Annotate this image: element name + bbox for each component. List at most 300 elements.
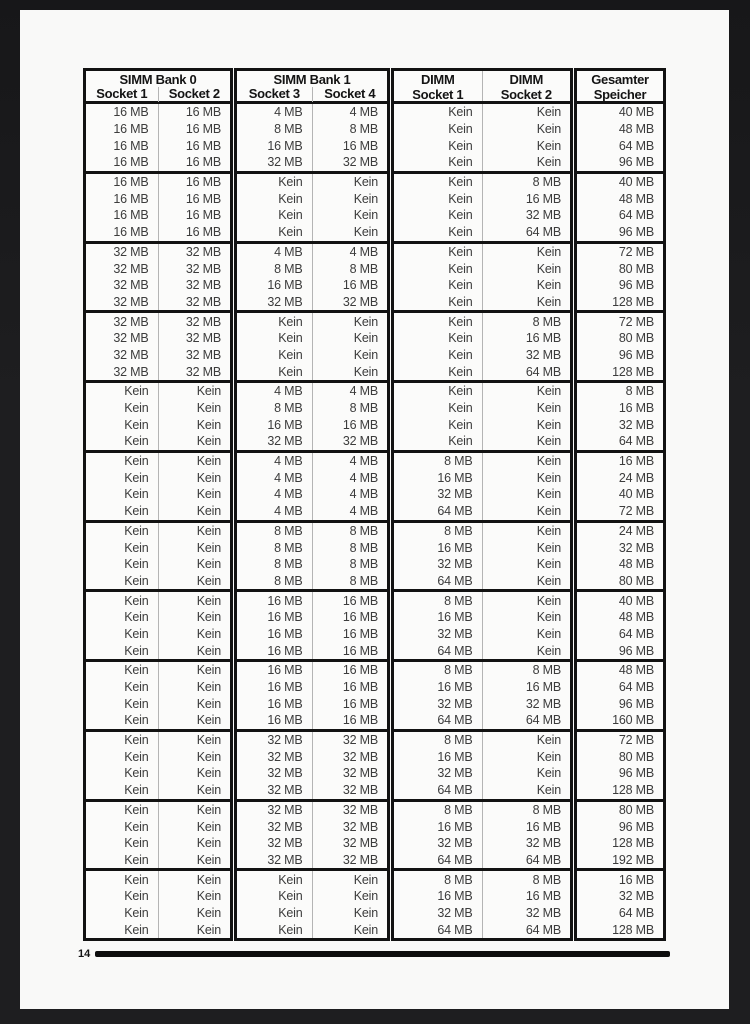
row-group <box>394 380 570 450</box>
table-cell: Kein <box>124 417 149 432</box>
row-group <box>577 450 663 520</box>
table-cell: 16 MB <box>267 626 303 641</box>
table-row <box>237 802 387 819</box>
table-row <box>86 905 230 922</box>
table-header <box>86 71 230 104</box>
table-cell: 8 MB <box>274 401 303 416</box>
document-page <box>20 10 729 1009</box>
table-row <box>577 190 663 207</box>
table-row <box>394 662 570 679</box>
table-cell: Kein <box>158 556 231 573</box>
row-group <box>394 868 570 938</box>
table-cell: Kein <box>158 469 231 486</box>
table-row <box>237 835 387 852</box>
table-cell: Kein <box>278 922 303 937</box>
column-group-simm-bank-1 <box>234 68 390 941</box>
table-row <box>577 626 663 643</box>
table-cell: 8 MB <box>274 261 303 276</box>
table-cell: 96 MB <box>618 766 654 781</box>
table-row <box>237 174 387 191</box>
table-cell: Kein <box>482 626 571 643</box>
table-row <box>577 748 663 765</box>
table-cell: Kein <box>124 680 149 695</box>
table-cell: 16 MB <box>618 872 654 887</box>
table-row <box>86 712 230 729</box>
table-cell: 16 MB <box>158 154 231 171</box>
table-cell: Kein <box>312 330 388 347</box>
table-header <box>237 71 387 104</box>
table-row <box>394 260 570 277</box>
table-cell: 64 MB <box>482 363 571 380</box>
column-header: Socket 4 <box>312 87 388 102</box>
table-cell: 32 MB <box>267 155 303 170</box>
table-cell: Kein <box>124 454 149 469</box>
table-cell: 32 MB <box>113 347 149 362</box>
table-cell: 64 MB <box>437 504 473 519</box>
row-group <box>86 104 230 171</box>
table-cell: 80 MB <box>618 573 654 588</box>
table-row <box>237 871 387 888</box>
table-cell: Kein <box>482 782 571 799</box>
table-cell: Kein <box>482 433 571 450</box>
table-cell: 64 MB <box>437 713 473 728</box>
table-cell: Kein <box>278 889 303 904</box>
table-cell: Kein <box>482 154 571 171</box>
table-cell: 32 MB <box>437 487 473 502</box>
table-row <box>237 626 387 643</box>
table-row <box>86 609 230 626</box>
table-row <box>86 835 230 852</box>
table-cell: 32 MB <box>482 207 571 224</box>
table-row <box>577 765 663 782</box>
table-cell: 96 MB <box>618 696 654 711</box>
table-cell: Kein <box>124 523 149 538</box>
table-cell: 128 MB <box>612 783 654 798</box>
column-header <box>394 71 482 101</box>
table-cell: 16 MB <box>437 889 473 904</box>
table-row <box>86 642 230 659</box>
table-row <box>86 347 230 364</box>
table-row <box>394 416 570 433</box>
row-group <box>86 659 230 729</box>
table-row <box>394 556 570 573</box>
table-cell: Kein <box>124 610 149 625</box>
table-cell: 4 MB <box>312 486 388 503</box>
table-row <box>237 539 387 556</box>
table-cell: Kein <box>448 384 473 399</box>
table-cell: Kein <box>482 137 571 154</box>
table-cell: 72 MB <box>618 733 654 748</box>
table-cell: Kein <box>124 434 149 449</box>
table-cell: 64 MB <box>618 138 654 153</box>
table-row <box>237 765 387 782</box>
table-row <box>394 679 570 696</box>
table-row <box>577 573 663 590</box>
table-row <box>237 244 387 261</box>
table-cell: 8 MB <box>444 872 473 887</box>
column-header-line: DIMM <box>421 72 455 87</box>
table-cell: Kein <box>448 417 473 432</box>
row-group <box>577 799 663 869</box>
table-row <box>394 592 570 609</box>
table-row <box>86 695 230 712</box>
table-cell: 16 MB <box>267 713 303 728</box>
table-cell: Kein <box>158 573 231 590</box>
table-cell: 64 MB <box>618 208 654 223</box>
table-body <box>237 104 387 938</box>
table-cell: 96 MB <box>618 278 654 293</box>
table-row <box>237 363 387 380</box>
table-cell: 16 MB <box>437 540 473 555</box>
table-cell: 16 MB <box>113 225 149 240</box>
table-row <box>577 486 663 503</box>
table-cell: Kein <box>482 732 571 749</box>
table-row <box>86 154 230 171</box>
column-header: Socket 3 <box>248 86 300 101</box>
table-cell: 32 MB <box>158 260 231 277</box>
table-cell: 48 MB <box>618 557 654 572</box>
table-cell: 16 MB <box>158 190 231 207</box>
table-cell: 32 MB <box>437 626 473 641</box>
table-cell: Kein <box>312 888 388 905</box>
table-cell: Kein <box>448 261 473 276</box>
table-row <box>86 852 230 869</box>
table-row <box>237 905 387 922</box>
table-cell: Kein <box>158 486 231 503</box>
table-cell: 128 MB <box>612 922 654 937</box>
table-cell: Kein <box>124 504 149 519</box>
column-header: Socket 1 <box>96 86 148 101</box>
table-cell: 16 MB <box>267 663 303 678</box>
table-cell: Kein <box>482 294 571 311</box>
table-cell: Kein <box>482 609 571 626</box>
table-cell: 32 MB <box>312 732 388 749</box>
table-row <box>394 835 570 852</box>
table-cell: Kein <box>482 539 571 556</box>
row-group <box>394 450 570 520</box>
table-cell: Kein <box>124 905 149 920</box>
table-cell: 16 MB <box>482 818 571 835</box>
table-cell: 16 MB <box>267 680 303 695</box>
table-cell: Kein <box>158 642 231 659</box>
table-row <box>86 453 230 470</box>
table-cell: 4 MB <box>312 469 388 486</box>
table-cell: 16 MB <box>158 207 231 224</box>
table-cell: Kein <box>448 208 473 223</box>
table-row <box>577 556 663 573</box>
table-cell: 32 MB <box>312 154 388 171</box>
table-cell: Kein <box>448 347 473 362</box>
table-row <box>237 313 387 330</box>
table-cell: 16 MB <box>113 122 149 137</box>
table-cell: Kein <box>158 539 231 556</box>
table-cell: Kein <box>158 888 231 905</box>
table-cell: 48 MB <box>618 191 654 206</box>
table-row <box>394 207 570 224</box>
row-group <box>86 310 230 380</box>
table-cell: Kein <box>158 453 231 470</box>
table-cell: 32 MB <box>158 363 231 380</box>
table-row <box>577 523 663 540</box>
table-cell: 128 MB <box>612 294 654 309</box>
table-cell: 32 MB <box>312 818 388 835</box>
table-row <box>237 523 387 540</box>
table-cell: 4 MB <box>274 504 303 519</box>
table-cell: 64 MB <box>482 921 571 938</box>
table-cell: 16 MB <box>312 679 388 696</box>
table-row <box>237 642 387 659</box>
table-cell: 32 MB <box>158 330 231 347</box>
table-cell: 8 MB <box>312 121 388 138</box>
table-cell: 16 MB <box>312 662 388 679</box>
table-cell: Kein <box>158 802 231 819</box>
table-cell: 64 MB <box>437 922 473 937</box>
table-row <box>577 732 663 749</box>
table-row <box>577 592 663 609</box>
table-row <box>394 782 570 799</box>
table-cell: 32 MB <box>267 852 303 867</box>
table-cell: 32 MB <box>312 782 388 799</box>
row-group <box>237 104 387 171</box>
table-row <box>86 260 230 277</box>
table-row <box>237 383 387 400</box>
table-row <box>86 277 230 294</box>
table-cell: 8 MB <box>444 523 473 538</box>
table-body <box>577 104 663 938</box>
table-cell: 64 MB <box>437 852 473 867</box>
table-cell: 16 MB <box>267 417 303 432</box>
table-cell: Kein <box>312 905 388 922</box>
table-cell: Kein <box>124 872 149 887</box>
table-cell: Kein <box>482 400 571 417</box>
table-row <box>86 732 230 749</box>
row-group <box>86 171 230 241</box>
table-row <box>394 695 570 712</box>
table-row <box>577 888 663 905</box>
table-cell: 48 MB <box>618 122 654 137</box>
page-number: 14 <box>78 948 91 960</box>
group-title: SIMM Bank 1 <box>273 72 351 87</box>
row-group <box>577 380 663 450</box>
table-cell: 96 MB <box>618 225 654 240</box>
table-cell: 160 MB <box>612 713 654 728</box>
table-cell: 4 MB <box>274 244 303 259</box>
row-group <box>577 659 663 729</box>
table-cell: Kein <box>448 122 473 137</box>
table-cell: Kein <box>482 748 571 765</box>
table-cell: 8 MB <box>482 662 571 679</box>
table-cell: 32 MB <box>482 695 571 712</box>
table-cell: Kein <box>158 679 231 696</box>
table-row <box>394 453 570 470</box>
row-group <box>86 380 230 450</box>
table-cell: Kein <box>124 819 149 834</box>
table-cell: 32 MB <box>437 905 473 920</box>
table-row <box>394 642 570 659</box>
table-cell: Kein <box>482 573 571 590</box>
table-row <box>577 782 663 799</box>
column-group-dimm <box>391 68 573 941</box>
table-row <box>577 363 663 380</box>
table-row <box>577 695 663 712</box>
table-cell: Kein <box>448 314 473 329</box>
table-cell: 16 MB <box>312 642 388 659</box>
table-cell: Kein <box>278 331 303 346</box>
table-row <box>86 503 230 520</box>
table-cell: Kein <box>312 174 388 191</box>
table-row <box>394 277 570 294</box>
table-cell: Kein <box>482 486 571 503</box>
table-cell: 72 MB <box>618 314 654 329</box>
table-row <box>237 469 387 486</box>
table-cell: Kein <box>158 712 231 729</box>
table-cell: Kein <box>124 783 149 798</box>
table-row <box>237 154 387 171</box>
table-cell: 32 MB <box>267 783 303 798</box>
table-cell: Kein <box>482 503 571 520</box>
table-row <box>237 433 387 450</box>
column-header <box>482 71 571 101</box>
table-cell: 72 MB <box>618 504 654 519</box>
table-cell: 8 MB <box>625 384 654 399</box>
row-group <box>577 589 663 659</box>
table-row <box>86 244 230 261</box>
table-cell: Kein <box>124 852 149 867</box>
table-cell: 8 MB <box>444 733 473 748</box>
table-cell: 16 MB <box>113 138 149 153</box>
table-row <box>577 662 663 679</box>
table-cell: 32 MB <box>312 835 388 852</box>
table-cell: Kein <box>278 905 303 920</box>
table-cell: Kein <box>448 364 473 379</box>
table-cell: 48 MB <box>618 663 654 678</box>
memory-configuration-table <box>83 68 666 941</box>
table-cell: 96 MB <box>618 819 654 834</box>
table-cell: Kein <box>482 765 571 782</box>
table-cell: 16 MB <box>113 155 149 170</box>
table-cell: 96 MB <box>618 643 654 658</box>
table-row <box>237 190 387 207</box>
table-cell: 32 MB <box>618 889 654 904</box>
row-group <box>394 589 570 659</box>
table-row <box>237 137 387 154</box>
table-row <box>577 294 663 311</box>
row-group <box>577 520 663 590</box>
table-cell: 16 MB <box>113 175 149 190</box>
table-cell: 32 MB <box>113 314 149 329</box>
table-cell: 8 MB <box>274 523 303 538</box>
table-cell: 72 MB <box>618 244 654 259</box>
table-row <box>237 852 387 869</box>
table-row <box>86 556 230 573</box>
table-cell: Kein <box>482 121 571 138</box>
table-cell: 8 MB <box>274 557 303 572</box>
table-row <box>394 748 570 765</box>
table-cell: 16 MB <box>437 470 473 485</box>
table-cell: 16 MB <box>482 190 571 207</box>
table-cell: 16 MB <box>482 679 571 696</box>
table-row <box>394 174 570 191</box>
table-cell: 96 MB <box>618 347 654 362</box>
table-row <box>577 224 663 241</box>
table-cell: 32 MB <box>482 347 571 364</box>
table-cell: 24 MB <box>618 470 654 485</box>
table-row <box>237 486 387 503</box>
row-group <box>577 241 663 311</box>
row-group <box>86 450 230 520</box>
table-cell: 8 MB <box>274 573 303 588</box>
table-row <box>86 523 230 540</box>
table-cell: Kein <box>312 347 388 364</box>
table-cell: Kein <box>158 782 231 799</box>
table-cell: Kein <box>448 278 473 293</box>
table-row <box>86 802 230 819</box>
row-group <box>237 868 387 938</box>
table-row <box>237 503 387 520</box>
table-cell: Kein <box>482 416 571 433</box>
table-cell: 16 MB <box>437 819 473 834</box>
table-cell: Kein <box>158 835 231 852</box>
table-cell: Kein <box>124 401 149 416</box>
table-row <box>577 433 663 450</box>
table-row <box>86 469 230 486</box>
table-cell: 8 MB <box>312 523 388 540</box>
table-cell: Kein <box>158 400 231 417</box>
table-cell: Kein <box>124 696 149 711</box>
table-row <box>577 330 663 347</box>
table-cell: 8 MB <box>312 573 388 590</box>
table-cell: 32 MB <box>267 766 303 781</box>
page-footer <box>78 948 670 960</box>
table-row <box>394 712 570 729</box>
table-cell: Kein <box>124 573 149 588</box>
table-cell: 8 MB <box>274 540 303 555</box>
footer-rule-bar <box>95 951 670 957</box>
table-cell: Kein <box>158 626 231 643</box>
row-group <box>86 241 230 311</box>
table-cell: Kein <box>448 175 473 190</box>
table-cell: 16 MB <box>312 416 388 433</box>
table-row <box>394 486 570 503</box>
table-row <box>86 224 230 241</box>
row-group <box>237 659 387 729</box>
table-cell: 32 MB <box>312 802 388 819</box>
table-cell: 40 MB <box>618 593 654 608</box>
table-cell: 16 MB <box>312 609 388 626</box>
table-row <box>86 626 230 643</box>
table-cell: 16 MB <box>437 749 473 764</box>
row-group <box>237 450 387 520</box>
table-row <box>394 732 570 749</box>
table-row <box>237 662 387 679</box>
table-cell: Kein <box>124 733 149 748</box>
table-row <box>394 871 570 888</box>
row-group <box>394 520 570 590</box>
table-row <box>577 921 663 938</box>
table-cell: Kein <box>278 208 303 223</box>
table-cell: 32 MB <box>113 331 149 346</box>
row-group <box>86 729 230 799</box>
table-row <box>577 347 663 364</box>
table-cell: 16 MB <box>267 610 303 625</box>
table-cell: Kein <box>448 331 473 346</box>
table-cell: 8 MB <box>482 313 571 330</box>
table-cell: Kein <box>448 138 473 153</box>
row-group <box>394 171 570 241</box>
table-row <box>86 679 230 696</box>
table-cell: Kein <box>448 225 473 240</box>
table-cell: Kein <box>278 314 303 329</box>
